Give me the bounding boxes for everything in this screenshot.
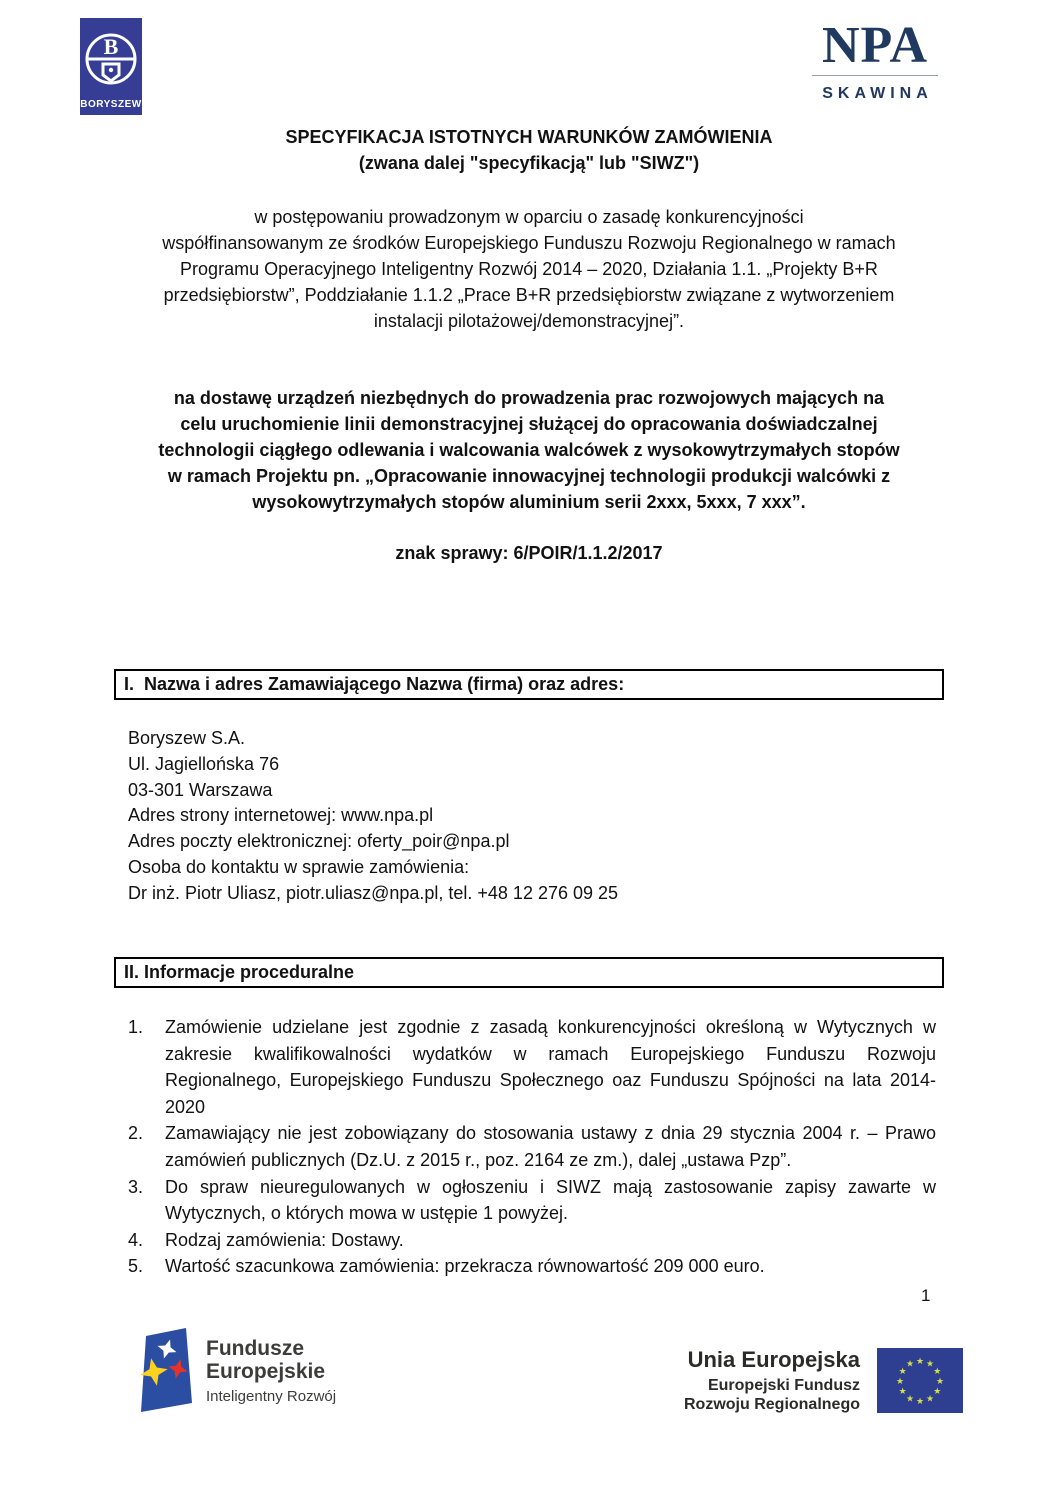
- svg-text:★: ★: [905, 1394, 915, 1405]
- subject-paragraph: [60, 385, 998, 515]
- address-line: Adres strony internetowej: www.npa.pl: [128, 805, 434, 826]
- boryszew-logo: [80, 18, 142, 115]
- subject-line: w ramach Projektu pn. „Opracowanie innowacyjnej technologii produkcji walcówki z: [167, 466, 891, 486]
- list-item-number: 2.: [128, 1123, 144, 1144]
- list-item: [128, 1174, 936, 1227]
- svg-text:★: ★: [925, 1359, 935, 1370]
- npa-logo-text: NPA: [821, 17, 928, 74]
- title-line-1: SPECYFIKACJA ISTOTNYCH WARUNKÓW ZAMÓWIENIA: [285, 127, 773, 147]
- case-number: znak sprawy: 6/POIR/1.1.2/2017: [395, 543, 663, 563]
- fe-text-line: Fundusze: [206, 1337, 304, 1360]
- subject-line: technologii ciągłego odlewania i walcowania walcówek z wysokowytrzymałych stopów: [158, 440, 900, 460]
- title-line-2: (zwana dalej "specyfikacją" lub "SIWZ"): [358, 153, 700, 173]
- intro-line: instalacji pilotażowej/demonstracyjnej”.: [373, 311, 685, 331]
- address-line: Boryszew S.A.: [128, 728, 246, 748]
- boryszew-logo-label: BORYSZEW: [80, 99, 142, 110]
- npa-logo-subtitle: SKAWINA: [822, 85, 933, 102]
- list-item-text: Do spraw nieuregulowanych w ogłoszeniu i SIWZ mają zastosowanie zapisy zawarte w Wytycznych, o których mowa w ustępie 1 powyżej.: [165, 1176, 936, 1224]
- svg-text:★: ★: [915, 1397, 925, 1407]
- unia-europejska-text: [620, 1348, 860, 1414]
- svg-text:★: ★: [925, 1394, 935, 1405]
- address-line: Adres poczty elektronicznej: oferty_poir@npa.pl: [128, 831, 510, 852]
- section-2-heading: II. Informacje proceduralne: [114, 957, 944, 988]
- svg-text:★: ★: [933, 1387, 942, 1397]
- svg-text:★: ★: [935, 1377, 945, 1387]
- svg-text:★: ★: [933, 1367, 942, 1377]
- subject-line: celu uruchomienie linii demonstracyjnej służącej do opracowania doświadczalnej: [180, 414, 878, 434]
- intro-line: przedsiębiorstw”, Poddziałanie 1.1.2 „Prace B+R przedsiębiorstw związane z wytworzeniem: [163, 285, 895, 305]
- list-item-text: Zamawiający nie jest zobowiązany do stosowania ustawy z dnia 29 stycznia 2004 r. – Prawo zamówień publicznych (Dz.U. z 2015 r., poz. 2164 ze zm.), dalej „ustawa Pzp”.: [165, 1123, 936, 1170]
- list-item-text: Zamówienie udzielane jest zgodnie z zasadą konkurencyjności określoną w Wytycznych w zakresie kwalifikowalności wydatków w ramach Europejskiego Funduszu Rozwoju Regionalnego, Europejskiego Funduszu Społecznego oaz Funduszu Spójności na lata 2014-2020: [165, 1017, 936, 1117]
- list-item-number: 3.: [128, 1176, 144, 1197]
- list-item-number: 4.: [128, 1229, 144, 1250]
- procedural-info-list: [128, 1014, 936, 1280]
- page-number: 1: [921, 1286, 931, 1305]
- contracting-authority-details: [128, 726, 618, 907]
- npa-logo-divider: [812, 75, 938, 76]
- eu-text-line: Europejski Fundusz: [707, 1377, 860, 1394]
- list-item: [128, 1227, 936, 1254]
- npa-logo: [806, 17, 944, 103]
- list-item-text: Rodzaj zamówienia: Dostawy.: [165, 1229, 404, 1250]
- intro-paragraph: [60, 204, 998, 334]
- svg-text:★: ★: [898, 1367, 907, 1377]
- address-line: Dr inż. Piotr Uliasz, piotr.uliasz@npa.pl, tel. +48 12 276 09 25: [128, 882, 619, 903]
- eu-flag-icon: [877, 1348, 963, 1413]
- svg-text:★: ★: [895, 1377, 905, 1387]
- svg-text:B: B: [103, 34, 119, 59]
- list-item: [128, 1120, 936, 1173]
- svg-text:★: ★: [915, 1357, 925, 1367]
- fe-text-subline: Inteligentny Rozwój: [206, 1388, 337, 1405]
- list-item: [128, 1014, 936, 1120]
- boryszew-emblem-icon: [80, 18, 142, 98]
- list-item-number: 5.: [128, 1256, 144, 1277]
- intro-line: współfinansowanym ze środków Europejskiego Funduszu Rozwoju Regionalnego w ramach: [162, 233, 896, 253]
- subject-line: na dostawę urządzeń niezbędnych do prowadzenia prac rozwojowych mających na: [173, 388, 885, 408]
- address-line: 03-301 Warszawa: [128, 779, 273, 800]
- eu-text-line: Rozwoju Regionalnego: [684, 1396, 860, 1413]
- section-1-heading: I. Nazwa i adres Zamawiającego Nazwa (firma) oraz adres:: [114, 669, 944, 700]
- eu-text-line: Unia Europejska: [687, 1347, 860, 1372]
- document-title: [60, 124, 998, 176]
- address-line: Osoba do kontaktu w sprawie zamówienia:: [128, 856, 470, 877]
- fe-text-line: Europejskie: [206, 1360, 326, 1383]
- svg-text:★: ★: [905, 1359, 915, 1370]
- fundusze-europejskie-logo: [140, 1328, 336, 1412]
- list-item: [128, 1253, 936, 1280]
- fundusze-europejskie-text: [206, 1328, 336, 1412]
- list-item-text: Wartość szacunkowa zamówienia: przekracza równowartość 209 000 euro.: [165, 1256, 765, 1277]
- subject-line: wysokowytrzymałych stopów aluminium serii 2xxx, 5xxx, 7 xxx”.: [252, 492, 806, 512]
- address-line: Ul. Jagiellońska 76: [128, 753, 280, 774]
- intro-line: Programu Operacyjnego Inteligentny Rozwój 2014 – 2020, Działania 1.1. „Projekty B+R: [180, 259, 878, 279]
- intro-line: w postępowaniu prowadzonym w oparciu o zasadę konkurencyjności: [254, 207, 804, 227]
- svg-text:★: ★: [898, 1387, 907, 1397]
- list-item-number: 1.: [128, 1017, 144, 1037]
- fundusze-europejskie-flag-icon: [140, 1328, 192, 1412]
